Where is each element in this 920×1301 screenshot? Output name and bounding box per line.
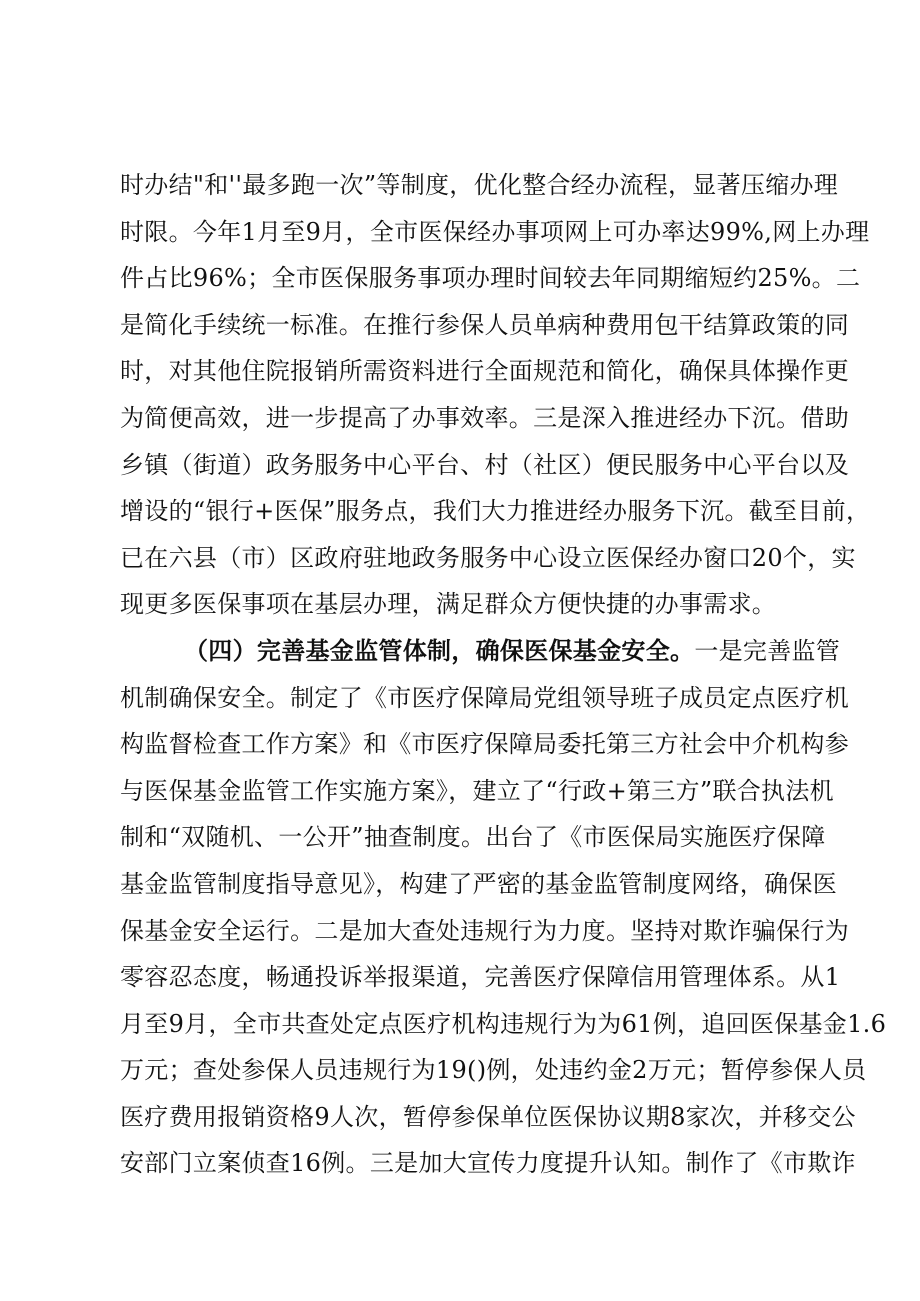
text-line: 机制确保安全。制定了《市医疗保障局党组领导班子成员定点医疗机 bbox=[120, 683, 849, 712]
text-line: 万元；查处参保人员违规行为19()例，处违约金2万元；暂停参保人员 bbox=[120, 1056, 867, 1085]
text-line: 时办结"和''最多跑一次”等制度，优化整合经办流程，显著压缩办理 bbox=[120, 171, 839, 199]
text-line: 为简便高效，进一步提高了办事效率。三是深入推进经办下沉。借助 bbox=[120, 403, 849, 432]
text-line: 已在六县（市）区政府驻地政务服务中心设立医保经办窗口20个，实 bbox=[120, 543, 856, 572]
text-line: 医疗费用报销资格9人次，暂停参保单位医保协议期8家次，并移交公 bbox=[120, 1102, 856, 1131]
text-line: 乡镇（街道）政务服务中心平台、村（社区）便民服务中心平台以及 bbox=[120, 450, 849, 479]
section-4-heading: （四）完善基金监管体制，确保医保基金安全。 bbox=[184, 635, 695, 665]
body-text bbox=[120, 162, 887, 1187]
text-line: 现更多医保事项在基层办理，满足群众方便快捷的办事需求。 bbox=[120, 590, 777, 619]
text-line: 零容忍态度，畅通投诉举报渠道，完善医疗保障信用管理体系。从1 bbox=[120, 963, 841, 992]
text-line: 构监督检查工作方案》和《市医疗保障局委托第三方社会中介机构参 bbox=[120, 730, 849, 759]
text-line: 件占比96%；全市医保服务事项办理时间较去年同期缩短约25%。二 bbox=[120, 264, 861, 293]
text-line: 安部门立案侦查16例。三是加大宣传力度提升认知。制作了《市欺诈 bbox=[120, 1149, 856, 1178]
text-line: 增设的“银行+医保”服务点，我们大力推进经办服务下沉。截至目前， bbox=[120, 497, 871, 526]
text-line: 时限。今年1月至9月，全市医保经办事项网上可办率达99%,网上办理 bbox=[120, 217, 870, 246]
text-line: 制和“双随机、一公开”抽查制度。出台了《市医保局实施医疗保障 bbox=[120, 823, 826, 852]
section-4-first-line-text: 一是完善监管 bbox=[694, 636, 841, 665]
text-line: 基金监管制度指导意见》，构建了严密的基金监管制度网络，确保医 bbox=[120, 869, 837, 898]
text-line: 是简化手续统一标准。在推行参保人员单病种费用包干结算政策的同 bbox=[120, 310, 849, 339]
text-line: 保基金安全运行。二是加大查处违规行为力度。坚持对欺诈骗保行为 bbox=[120, 916, 849, 945]
text-line: 与医保基金监管工作实施方案》，建立了“行政+第三方”联合执法机 bbox=[120, 776, 834, 805]
section-4-first-line bbox=[120, 628, 841, 675]
text-line: 月至9月，全市共查处定点医疗机构违规行为为61例，追回医保基金1.6 bbox=[120, 1009, 887, 1038]
text-line: 时，对其他住院报销所需资料进行全面规范和简化，确保具体操作更 bbox=[120, 357, 849, 386]
